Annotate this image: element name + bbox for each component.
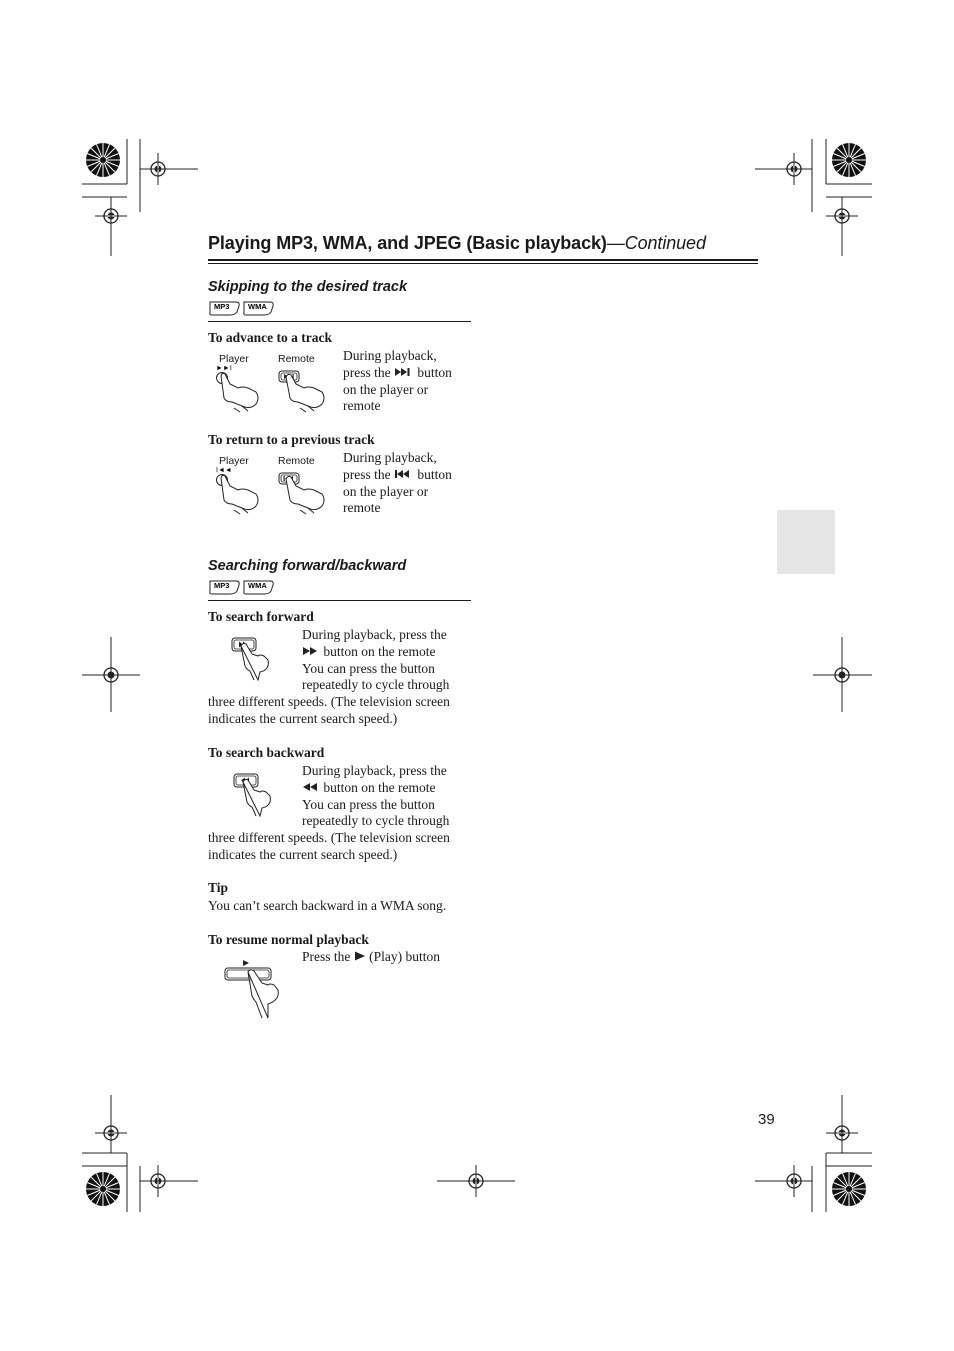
subheading-search-forward: To search forward	[208, 609, 314, 624]
mp3-badge: MP3	[214, 581, 230, 590]
remote-label: Remote	[278, 353, 315, 365]
player-label: Player	[219, 455, 249, 467]
rewind-icon	[302, 782, 320, 792]
tip-heading: Tip	[208, 880, 229, 895]
tip-text: You can’t search backward in a WMA song.	[208, 898, 447, 913]
svg-text:I◄◄: I◄◄	[216, 467, 232, 474]
format-badges	[208, 298, 276, 318]
page-title	[208, 233, 706, 254]
player-label: Player	[219, 353, 249, 365]
format-badges	[208, 577, 276, 597]
wma-badge: WMA	[248, 581, 267, 590]
mp3-badge: MP3	[214, 302, 230, 311]
page-title-continued: —Continued	[606, 233, 706, 253]
play-icon	[354, 951, 366, 961]
chapter-tab	[777, 510, 835, 574]
remote-label: Remote	[278, 455, 315, 467]
section-heading-skipping: Skipping to the desired track	[208, 279, 408, 295]
subheading-resume: To resume normal playback	[208, 932, 369, 947]
page-title-text: Playing MP3, WMA, and JPEG (Basic playback)	[208, 233, 607, 253]
svg-text:►►I: ►►I	[216, 365, 232, 372]
page-number: 39	[758, 1111, 775, 1128]
subheading-advance: To advance to a track	[208, 330, 332, 345]
search-forward-instructions: During playback, press the button on the remote You can press the button repeatedly to cycle through three different speeds. (The television screen indicates the current search speed.)	[208, 627, 450, 726]
hand-pressing-play-icon	[222, 958, 284, 1022]
hand-pressing-previous-icon	[212, 466, 337, 516]
previous-track-icon	[394, 469, 414, 479]
hand-pressing-next-icon	[212, 364, 337, 414]
resume-instructions: Press the (Play) button	[302, 949, 440, 964]
search-backward-instructions: During playback, press the button on the remote You can press the button repeatedly to cycle through three different speeds. (The television screen indicates the current search speed.)	[208, 763, 450, 862]
section-rule	[208, 321, 471, 322]
section-rule	[208, 600, 471, 601]
previous-instructions: During playback, press the button on the player or remote	[343, 450, 452, 516]
fast-forward-icon	[302, 646, 320, 656]
subheading-search-backward: To search backward	[208, 745, 325, 760]
title-rule-thin	[208, 263, 758, 264]
next-track-icon	[394, 367, 414, 377]
wma-badge: WMA	[248, 302, 267, 311]
title-rule	[208, 259, 758, 261]
advance-instructions: During playback, press the button on the player or remote	[343, 348, 452, 414]
subheading-previous: To return to a previous track	[208, 432, 375, 447]
section-heading-searching: Searching forward/backward	[208, 558, 407, 574]
